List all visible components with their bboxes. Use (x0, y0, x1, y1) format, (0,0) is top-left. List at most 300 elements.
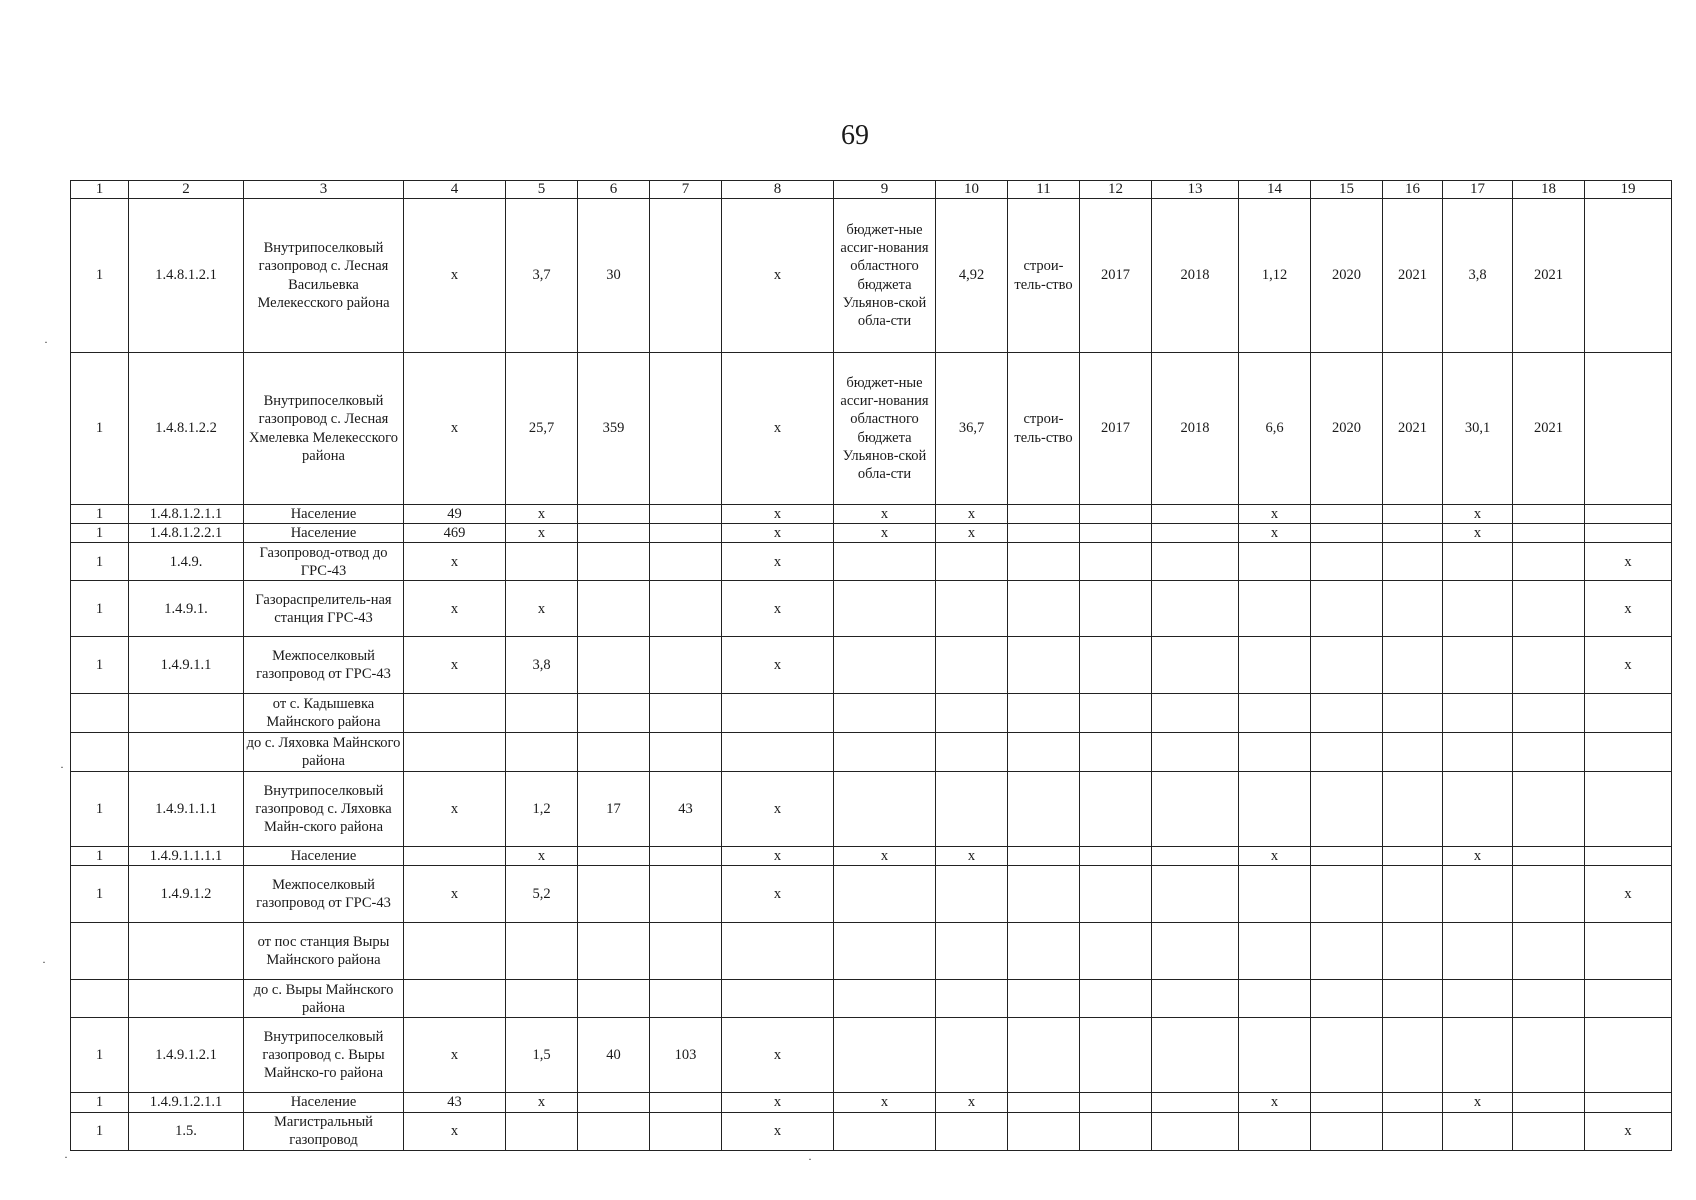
table-cell (1008, 524, 1080, 543)
table-cell (1239, 980, 1311, 1018)
table-cell: x (936, 524, 1008, 543)
table-cell (506, 1112, 578, 1150)
table-cell: x (404, 353, 506, 505)
table-cell: 2021 (1513, 199, 1585, 353)
table-cell: 2017 (1080, 353, 1152, 505)
column-number-header: 3 (244, 181, 404, 199)
table-cell (650, 505, 722, 524)
table-cell (722, 694, 834, 733)
table-cell (936, 581, 1008, 637)
table-cell (650, 980, 722, 1018)
table-row (71, 199, 1672, 353)
table-cell: от с. Кадышевка Майнского района (244, 694, 404, 733)
table-cell: x (722, 866, 834, 923)
table-cell: 30 (578, 199, 650, 353)
table-cell: x (1585, 543, 1672, 581)
table-cell: 1 (71, 543, 129, 581)
table-cell: 1.4.9.1.2.1 (129, 1018, 244, 1093)
table-cell: 6,6 (1239, 353, 1311, 505)
table-cell: 1.4.8.1.2.1 (129, 199, 244, 353)
scan-speck-mark: · (44, 335, 48, 349)
table-cell (1152, 694, 1239, 733)
table-cell (1443, 733, 1513, 772)
table-cell (650, 733, 722, 772)
table-cell (1383, 1093, 1443, 1112)
table-cell: 36,7 (936, 353, 1008, 505)
table-cell (1080, 637, 1152, 694)
table-cell (1383, 866, 1443, 923)
table-cell (129, 694, 244, 733)
table-cell (1513, 694, 1585, 733)
table-cell (1311, 543, 1383, 581)
table-cell (578, 524, 650, 543)
table-cell: 43 (650, 772, 722, 847)
table-cell (1008, 1093, 1080, 1112)
table-cell (1152, 980, 1239, 1018)
table-cell (578, 733, 650, 772)
table-cell: x (936, 847, 1008, 866)
table-cell: x (722, 199, 834, 353)
table-cell: 469 (404, 524, 506, 543)
table-cell (1152, 637, 1239, 694)
table-cell: Население (244, 1093, 404, 1112)
table-cell: 1 (71, 1093, 129, 1112)
table-row (71, 772, 1672, 847)
table-cell (936, 1018, 1008, 1093)
table-cell (71, 694, 129, 733)
table-cell (129, 980, 244, 1018)
table-cell (1585, 505, 1672, 524)
table-cell: x (722, 1018, 834, 1093)
table-cell (1008, 733, 1080, 772)
table-cell (936, 694, 1008, 733)
table-cell: от пос станция Выры Майнского района (244, 923, 404, 980)
table-cell (1080, 1112, 1152, 1150)
table-cell (1008, 980, 1080, 1018)
table-cell (404, 923, 506, 980)
table-cell (650, 524, 722, 543)
table-cell (1311, 733, 1383, 772)
table-cell: x (506, 505, 578, 524)
table-cell (1080, 980, 1152, 1018)
table-cell (1080, 866, 1152, 923)
table-cell (1311, 866, 1383, 923)
table-cell: Внутрипоселковый газопровод с. Лесная Васильевка Мелекесского района (244, 199, 404, 353)
table-cell (1443, 923, 1513, 980)
table-cell: 1 (71, 1018, 129, 1093)
table-cell (1008, 772, 1080, 847)
table-cell: 103 (650, 1018, 722, 1093)
table-cell: 1 (71, 847, 129, 866)
table-cell (650, 923, 722, 980)
table-cell (578, 543, 650, 581)
table-cell (578, 866, 650, 923)
table-cell (1239, 581, 1311, 637)
table-cell: 1 (71, 199, 129, 353)
table-cell: бюджет-ные ассиг-нования областного бюджета Ульянов-ской обла-сти (834, 353, 936, 505)
table-row (71, 733, 1672, 772)
table-cell (404, 847, 506, 866)
table-cell: x (506, 581, 578, 637)
column-number-header: 1 (71, 181, 129, 199)
table-cell (1008, 543, 1080, 581)
table-cell (650, 637, 722, 694)
table-cell (936, 772, 1008, 847)
table-cell: 359 (578, 353, 650, 505)
table-cell (1383, 772, 1443, 847)
table-cell (1311, 772, 1383, 847)
table-cell (1383, 1018, 1443, 1093)
table-cell: 2021 (1383, 353, 1443, 505)
table-cell: 2020 (1311, 353, 1383, 505)
table-cell: x (404, 543, 506, 581)
table-cell: 1 (71, 772, 129, 847)
table-cell: x (936, 505, 1008, 524)
table-cell (1239, 923, 1311, 980)
table-cell (650, 543, 722, 581)
table-cell: 1,2 (506, 772, 578, 847)
table-cell (1585, 524, 1672, 543)
table-cell (578, 694, 650, 733)
table-cell (1008, 923, 1080, 980)
table-cell (936, 543, 1008, 581)
table-cell (506, 923, 578, 980)
table-row (71, 847, 1672, 866)
table-cell (506, 980, 578, 1018)
column-number-header: 18 (1513, 181, 1585, 199)
column-number-header-row (71, 181, 1672, 199)
column-number-header: 8 (722, 181, 834, 199)
table-cell: x (1585, 581, 1672, 637)
table-cell (1311, 581, 1383, 637)
table-cell: Газораспрелитель-ная станция ГРС-43 (244, 581, 404, 637)
table-cell (1513, 923, 1585, 980)
table-cell: 3,8 (506, 637, 578, 694)
table-cell (1513, 980, 1585, 1018)
column-number-header: 10 (936, 181, 1008, 199)
table-cell: x (506, 847, 578, 866)
table-cell: 2021 (1513, 353, 1585, 505)
table-cell: x (722, 772, 834, 847)
table-cell (1513, 1093, 1585, 1112)
table-cell (71, 923, 129, 980)
table-cell (722, 980, 834, 1018)
table-cell (650, 581, 722, 637)
table-cell (1239, 637, 1311, 694)
column-number-header: 14 (1239, 181, 1311, 199)
table-cell (936, 1112, 1008, 1150)
table-cell: Население (244, 847, 404, 866)
table-cell (578, 980, 650, 1018)
table-cell (1152, 1093, 1239, 1112)
table-cell (1239, 772, 1311, 847)
table-cell (1080, 543, 1152, 581)
table-cell: 2018 (1152, 199, 1239, 353)
table-cell (650, 1093, 722, 1112)
table-cell (1080, 1018, 1152, 1093)
table-cell (1311, 1018, 1383, 1093)
table-cell (936, 733, 1008, 772)
table-cell (936, 637, 1008, 694)
table-cell (1311, 1112, 1383, 1150)
table-cell: x (722, 847, 834, 866)
table-cell: x (404, 866, 506, 923)
table-cell (1152, 581, 1239, 637)
table-cell (1443, 694, 1513, 733)
table-cell: 2017 (1080, 199, 1152, 353)
table-cell (1383, 505, 1443, 524)
table-cell: x (1239, 505, 1311, 524)
table-cell (1383, 733, 1443, 772)
table-cell: 1.4.8.1.2.1.1 (129, 505, 244, 524)
table-cell (834, 1018, 936, 1093)
table-cell (1311, 980, 1383, 1018)
table-cell: x (722, 524, 834, 543)
table-cell: 1.4.9.1.1.1.1 (129, 847, 244, 866)
table-cell (1311, 694, 1383, 733)
column-number-header: 7 (650, 181, 722, 199)
table-cell (1585, 733, 1672, 772)
table-cell (1008, 866, 1080, 923)
column-number-header: 6 (578, 181, 650, 199)
table-cell: Внутрипоселковый газопровод с. Лесная Хмелевка Мелекесского района (244, 353, 404, 505)
table-cell (1383, 543, 1443, 581)
table-cell: x (1585, 1112, 1672, 1150)
table-cell (1080, 505, 1152, 524)
table-cell (722, 733, 834, 772)
table-cell (1383, 581, 1443, 637)
table-cell (1585, 923, 1672, 980)
table-cell (1383, 1112, 1443, 1150)
table-cell: x (722, 1093, 834, 1112)
table-cell (1311, 505, 1383, 524)
table-cell: 1 (71, 866, 129, 923)
table-cell (578, 637, 650, 694)
table-cell (1513, 524, 1585, 543)
table-cell: 1.4.9.1.2.1.1 (129, 1093, 244, 1112)
table-cell: 1.4.9. (129, 543, 244, 581)
table-cell (650, 694, 722, 733)
scan-speck-mark: · (64, 1150, 68, 1164)
table-cell (1239, 733, 1311, 772)
table-cell (1513, 866, 1585, 923)
table-cell (578, 1093, 650, 1112)
table-cell (1513, 1112, 1585, 1150)
table-cell: x (404, 1112, 506, 1150)
table-cell: x (404, 637, 506, 694)
table-cell (1383, 694, 1443, 733)
table-cell (129, 733, 244, 772)
column-number-header: 4 (404, 181, 506, 199)
table-cell (834, 923, 936, 980)
table-cell: 1.4.9.1.2 (129, 866, 244, 923)
table-cell (834, 866, 936, 923)
table-cell (1080, 694, 1152, 733)
table-cell: 3,7 (506, 199, 578, 353)
table-cell (129, 923, 244, 980)
table-cell (1080, 581, 1152, 637)
table-cell (578, 1112, 650, 1150)
table-cell (1443, 980, 1513, 1018)
table-cell (1443, 1018, 1513, 1093)
table-cell (1383, 923, 1443, 980)
table-cell: 1 (71, 505, 129, 524)
table-cell: x (404, 199, 506, 353)
table-cell: Население (244, 524, 404, 543)
table-cell (1443, 772, 1513, 847)
table-cell (1152, 1018, 1239, 1093)
table-cell (1152, 505, 1239, 524)
table-cell: x (404, 1018, 506, 1093)
table-cell: бюджет-ные ассиг-нования областного бюджета Ульянов-ской обла-сти (834, 199, 936, 353)
table-cell: 1,5 (506, 1018, 578, 1093)
table-cell: x (1239, 847, 1311, 866)
table-cell: 1.4.9.1. (129, 581, 244, 637)
table-cell (1008, 505, 1080, 524)
table-cell (1383, 847, 1443, 866)
table-cell: Население (244, 505, 404, 524)
table-cell: 49 (404, 505, 506, 524)
table-cell (1585, 847, 1672, 866)
table-cell (1443, 581, 1513, 637)
column-number-header: 11 (1008, 181, 1080, 199)
table-cell (1513, 847, 1585, 866)
table-row (71, 1093, 1672, 1112)
table-cell: 2020 (1311, 199, 1383, 353)
table-cell (1585, 772, 1672, 847)
table-cell (834, 543, 936, 581)
table-cell (1080, 923, 1152, 980)
table-cell (1311, 1093, 1383, 1112)
table-cell (1152, 543, 1239, 581)
table-cell (1080, 733, 1152, 772)
table-cell: до с. Выры Майнского района (244, 980, 404, 1018)
table-cell: Межпоселковый газопровод от ГРС-43 (244, 866, 404, 923)
table-cell (650, 199, 722, 353)
table-cell: 1 (71, 1112, 129, 1150)
table-cell (834, 772, 936, 847)
table-cell (1152, 524, 1239, 543)
table-cell (1008, 847, 1080, 866)
table-cell (1152, 923, 1239, 980)
table-cell: x (1443, 524, 1513, 543)
table-cell (1239, 1018, 1311, 1093)
table-cell (1443, 866, 1513, 923)
table-cell: 4,92 (936, 199, 1008, 353)
table-cell (1008, 1112, 1080, 1150)
table-cell: 1,12 (1239, 199, 1311, 353)
table-row (71, 505, 1672, 524)
table-cell (578, 581, 650, 637)
table-cell (1443, 1112, 1513, 1150)
column-number-header: 15 (1311, 181, 1383, 199)
table-cell: x (1443, 505, 1513, 524)
table-cell: 25,7 (506, 353, 578, 505)
table-cell (1585, 694, 1672, 733)
table-cell (1239, 866, 1311, 923)
table-cell (1152, 847, 1239, 866)
scan-speck-mark: · (808, 1152, 812, 1166)
table-cell: 30,1 (1443, 353, 1513, 505)
table-cell (1513, 581, 1585, 637)
table-cell (1383, 980, 1443, 1018)
table-cell (834, 581, 936, 637)
table-cell (1585, 1018, 1672, 1093)
table-row (71, 866, 1672, 923)
table-cell: 1.5. (129, 1112, 244, 1150)
table-cell (1513, 772, 1585, 847)
table-cell (1443, 543, 1513, 581)
table-cell (1080, 772, 1152, 847)
table-cell (1513, 505, 1585, 524)
table-row (71, 1112, 1672, 1150)
column-number-header: 9 (834, 181, 936, 199)
table-cell: x (506, 524, 578, 543)
table-cell: x (722, 353, 834, 505)
table-cell: x (834, 847, 936, 866)
table-cell: 5,2 (506, 866, 578, 923)
table-cell (506, 733, 578, 772)
table-cell: строи-тель-ство (1008, 199, 1080, 353)
table-cell (1008, 581, 1080, 637)
table-cell (578, 847, 650, 866)
table-cell: Межпоселковый газопровод от ГРС-43 (244, 637, 404, 694)
table-cell: 43 (404, 1093, 506, 1112)
scan-speck-mark: · (60, 760, 64, 774)
table-cell: x (1239, 524, 1311, 543)
table-cell (936, 866, 1008, 923)
table-cell: до с. Ляховка Майнского района (244, 733, 404, 772)
table-cell: x (506, 1093, 578, 1112)
table-cell: 2018 (1152, 353, 1239, 505)
table-row (71, 353, 1672, 505)
table-row (71, 637, 1672, 694)
column-number-header: 13 (1152, 181, 1239, 199)
column-number-header: 17 (1443, 181, 1513, 199)
table-cell (650, 353, 722, 505)
table-cell: x (834, 1093, 936, 1112)
table-cell: Внутрипоселковый газопровод с. Ляховка Майн-ского района (244, 772, 404, 847)
table-cell: x (1585, 637, 1672, 694)
table-cell (1152, 772, 1239, 847)
table-cell (404, 694, 506, 733)
table-cell (1585, 353, 1672, 505)
table-cell (834, 1112, 936, 1150)
table-cell: 1 (71, 637, 129, 694)
table-cell (1311, 847, 1383, 866)
table-cell: x (1443, 1093, 1513, 1112)
table-cell (1311, 524, 1383, 543)
table-cell (404, 733, 506, 772)
table-cell (650, 847, 722, 866)
table-cell: x (1239, 1093, 1311, 1112)
table-cell (1513, 1018, 1585, 1093)
table-cell (1311, 637, 1383, 694)
table-cell: Магистральный газопровод (244, 1112, 404, 1150)
table-cell (1585, 1093, 1672, 1112)
table-cell (834, 733, 936, 772)
table-cell: 1.4.8.1.2.2.1 (129, 524, 244, 543)
column-number-header: 5 (506, 181, 578, 199)
table-cell (650, 1112, 722, 1150)
column-number-header: 16 (1383, 181, 1443, 199)
table-cell (1239, 543, 1311, 581)
table-cell (834, 637, 936, 694)
table-cell (1513, 733, 1585, 772)
table-cell (834, 980, 936, 1018)
table-cell: x (722, 581, 834, 637)
table-cell: 1 (71, 524, 129, 543)
